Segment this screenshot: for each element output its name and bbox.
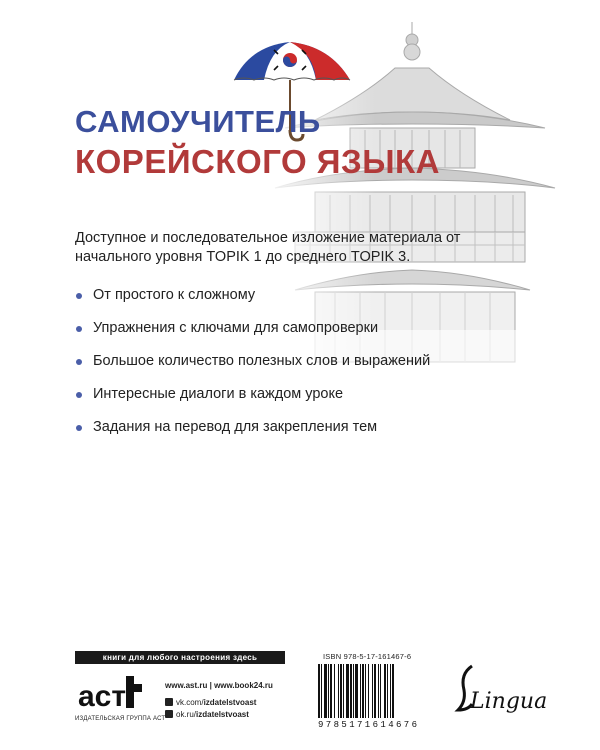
vk-icon bbox=[165, 698, 173, 706]
svg-text:аст: аст bbox=[78, 680, 127, 713]
list-item bbox=[75, 352, 430, 385]
list-item-text: Большое количество полезных слов и выражений bbox=[93, 353, 431, 369]
vk-prefix: vk.com/ bbox=[176, 698, 204, 707]
feature-list bbox=[75, 286, 430, 451]
barcode-digits: 9785171614676 bbox=[318, 720, 420, 730]
bullet-icon bbox=[76, 425, 82, 431]
bullet-icon bbox=[76, 293, 82, 299]
vk-handle: izdatelstvoast bbox=[203, 698, 257, 707]
isbn-label: ISBN 978-5-17-161467-6 bbox=[323, 652, 412, 661]
ok-prefix: ok.ru/ bbox=[176, 710, 197, 719]
publisher-caption: ИЗДАТЕЛЬСКАЯ ГРУППА АСТ bbox=[75, 716, 166, 722]
lingua-logo-icon bbox=[450, 660, 550, 720]
list-item bbox=[75, 385, 430, 418]
websites-link[interactable]: www.ast.ru | www.book24.ru bbox=[165, 681, 273, 690]
imprint-name: Lingua bbox=[470, 689, 548, 714]
list-item-text: Интересные диалоги в каждом уроке bbox=[93, 386, 344, 402]
ok-handle: izdatelstvoast bbox=[196, 710, 249, 719]
slogan-banner: книги для любого настроения здесь bbox=[75, 651, 285, 664]
list-item-text: Задания на перевод для закрепления тем bbox=[93, 419, 378, 435]
list-item-text: От простого к сложному bbox=[93, 287, 256, 303]
title-line-2: КОРЕЙСКОГО ЯЗЫКА bbox=[75, 143, 440, 180]
list-item bbox=[75, 319, 430, 352]
ok-link[interactable] bbox=[165, 710, 249, 719]
title-line-1: САМОУЧИТЕЛЬ bbox=[75, 104, 321, 139]
bullet-icon bbox=[76, 359, 82, 365]
list-item-text: Упражнения с ключами для самопроверки bbox=[93, 320, 379, 336]
barcode-icon bbox=[314, 662, 430, 720]
vk-link[interactable] bbox=[165, 698, 256, 707]
ast-logo-icon bbox=[76, 672, 150, 714]
intro-text: Доступное и последовательное изложение материала от начального уровня TOPIK 1 до среднего TOPIK 3. bbox=[75, 230, 461, 265]
bullet-icon bbox=[76, 392, 82, 398]
list-item bbox=[75, 418, 430, 451]
bullet-icon bbox=[76, 326, 82, 332]
list-item bbox=[75, 286, 430, 319]
ok-icon bbox=[165, 710, 173, 718]
